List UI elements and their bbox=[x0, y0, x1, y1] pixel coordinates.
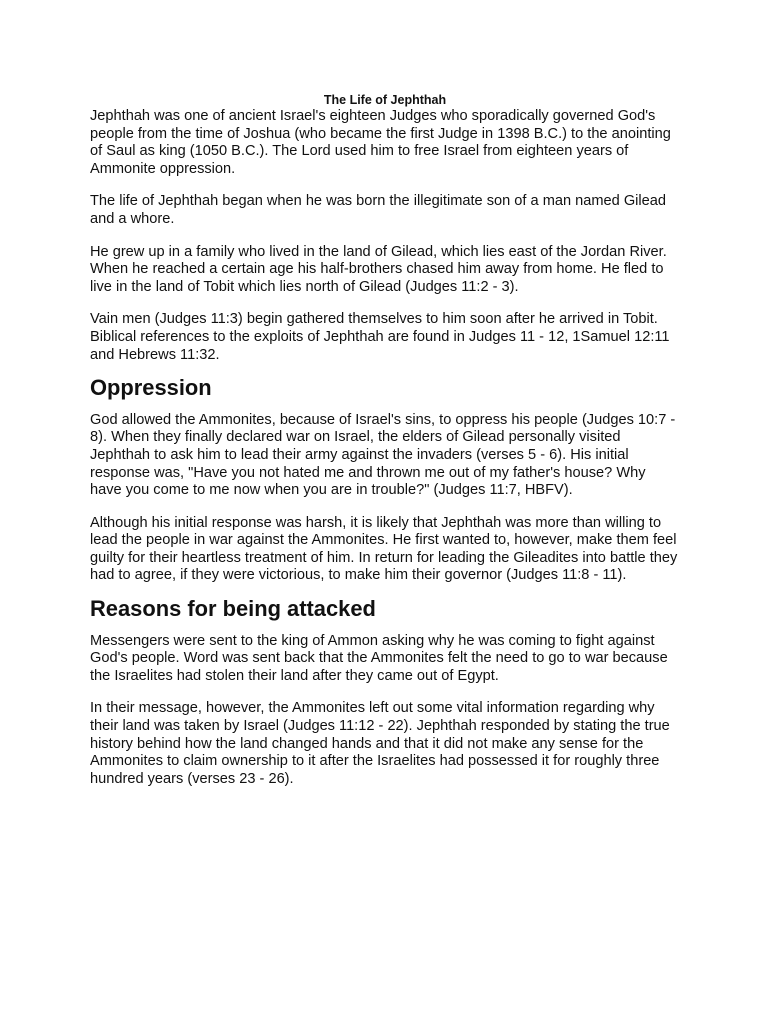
paragraph-intro: Jephthah was one of ancient Israel's eighteen Judges who sporadically governed God's people from the time of Joshua (who became the first Judge in 1398 B.C.) to the anointing of Saul as king (1050 B.C.). The Lord used him to free Israel from eighteen years of Ammonite oppression. bbox=[90, 108, 671, 177]
paragraph-birth: The life of Jephthah began when he was born the illegitimate son of a man named Gilead and a whore. bbox=[90, 193, 667, 227]
paragraph-youth: He grew up in a family who lived in the land of Gilead, which lies east of the Jordan River. When he reached a certain age his half-brothers chased him away from home. He fled to live in the land of Tobit which lies north of Gilead (Judges 11:2 - 3). bbox=[90, 243, 667, 295]
paragraph-tobit: Vain men (Judges 11:3) begin gathered themselves to him soon after he arrived in Tobit. Biblical references to the exploits of Jephthah are found in Judges 11 - 12, 1Samuel 12:11 and Hebrews 11:32. bbox=[90, 311, 670, 363]
paragraph-history: In their message, however, the Ammonites left out some vital information regarding why their land was taken by Israel (Judges 11:12 - 22). Jephthah responded by stating the true history behind how the land changed hands and that it did not make any sense for the Ammonites to claim ownership to it after the Israelites had possessed it for roughly three hundred years (verses 23 - 26). bbox=[90, 700, 670, 787]
paragraph-response: Although his initial response was harsh, it is likely that Jephthah was more than willing to lead the people in war against the Ammonites. He first wanted to, however, make them feel guilty for their heartless treatment of him. In return for leading the Gileadites into battle they had to agree, if they were victorious, to make him their governor (Judges 11:8 - 11). bbox=[90, 514, 678, 584]
section-heading-oppression: Oppression bbox=[90, 375, 212, 401]
document-page bbox=[90, 92, 680, 803]
section-heading-reasons: Reasons for being attacked bbox=[90, 596, 376, 622]
paragraph-messengers: Messengers were sent to the king of Ammon asking why he was coming to fight against God's people. Word was sent back that the Ammonites felt the need to go to war because the Israelites had stolen their land after they came out of Egypt. bbox=[90, 632, 668, 684]
document-title: The Life of Jephthah bbox=[323, 93, 447, 107]
paragraph-oppression: God allowed the Ammonites, because of Israel's sins, to oppress his people (Judges 10:7 - 8). When they finally declared war on Israel, the elders of Gilead personally visited Jephthah to ask him to lead their army against the invaders (verses 5 - 6). His initial response was, "Have you not hated me and thrown me out of my father's house? Why have you come to me now when you are in trouble?" (Judges 11:7, HBFV). bbox=[90, 411, 676, 499]
